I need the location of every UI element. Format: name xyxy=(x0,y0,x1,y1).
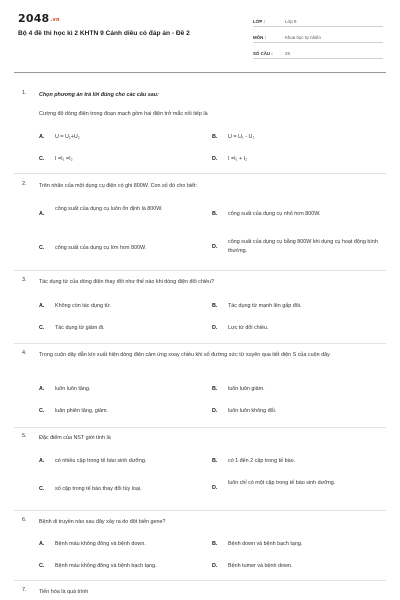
option-text: Bệnh down và bệnh bạch tạng. xyxy=(228,541,303,547)
meta-label: SỐ CÂU : xyxy=(253,51,273,56)
option-text: có nhiều cặp trong tế bào sinh dưỡng. xyxy=(55,458,147,464)
option-letter: A. xyxy=(39,211,45,217)
option-letter: D. xyxy=(212,244,218,250)
question-instruction: Chọn phương án trả lời đúng cho các câu sau: xyxy=(39,92,159,98)
option-text: luôn luôn không đổi. xyxy=(228,408,277,414)
option-text: I =I₁ =I₂ xyxy=(55,156,73,162)
meta-label: MÔN : xyxy=(253,35,266,40)
option-text: luân phiên tăng, giảm. xyxy=(55,408,109,414)
option-b[interactable] xyxy=(212,133,378,142)
option-text: luôn luôn giảm. xyxy=(228,386,265,392)
question-number: 3. xyxy=(22,277,27,283)
option-text: Lực từ đổi chiều. xyxy=(228,325,269,331)
option-letter: C. xyxy=(39,156,45,162)
question-divider xyxy=(14,173,386,174)
option-d[interactable] xyxy=(212,479,373,493)
option-letter: B. xyxy=(212,134,218,140)
site-logo[interactable] xyxy=(18,12,60,25)
option-c[interactable] xyxy=(39,244,205,253)
question-text: Trong cuộn dây dẫn kín xuất hiện dòng điện cảm ứng xoay chiều khi số đường sức từ xuyên qua tiết diện S của cuộn dây xyxy=(39,352,330,358)
option-text: Tác dụng từ mạnh lên gấp đôi. xyxy=(228,303,302,309)
option-letter: B. xyxy=(212,458,218,464)
option-text: Tác dụng từ giảm đi. xyxy=(55,325,105,331)
meta-value: Lớp 9 xyxy=(285,19,297,24)
option-letter: C. xyxy=(39,325,45,331)
meta-value: 25 xyxy=(285,51,290,56)
document-title: Bộ 4 đề thi học kì 2 KHTN 9 Cánh diều có đáp án - Đề 2 xyxy=(18,30,190,37)
option-letter: D. xyxy=(212,485,218,491)
question-text: Đặc điểm của NST giới tính là xyxy=(39,435,111,441)
meta-row-class xyxy=(253,13,383,27)
option-text: có 1 đến 2 cặp trong tế bào. xyxy=(228,458,296,464)
option-letter: C. xyxy=(39,408,45,414)
option-letter: B. xyxy=(212,303,218,309)
option-d[interactable] xyxy=(212,407,378,416)
meta-row-subject xyxy=(253,29,383,43)
option-letter: D. xyxy=(212,408,218,414)
meta-row-count xyxy=(253,45,383,59)
question-divider xyxy=(14,510,386,511)
option-letter: B. xyxy=(212,386,218,392)
exam-meta xyxy=(253,13,383,61)
question-text: Tác dụng từ của dòng điện thay đổi như thế nào khi dòng điện đổi chiều? xyxy=(39,279,215,285)
logo-suffix: .vn xyxy=(50,17,60,23)
option-text: công suất của dụng cụ luôn ổn định là 800W. xyxy=(55,206,163,212)
option-letter: C. xyxy=(39,486,45,492)
option-letter: D. xyxy=(212,325,218,331)
option-b[interactable] xyxy=(212,210,378,219)
logo-text: 2048 xyxy=(18,12,50,25)
option-letter: C. xyxy=(39,245,45,251)
option-letter: C. xyxy=(39,563,45,569)
option-b[interactable] xyxy=(212,385,378,394)
option-text: luôn luôn tăng. xyxy=(55,386,91,392)
option-letter: A. xyxy=(39,134,45,140)
option-text: công suất của dụng cụ nhỏ hơn 800W. xyxy=(228,211,321,217)
option-text: Bệnh máu không đông và bệnh bạch tạng. xyxy=(55,563,157,569)
option-letter: A. xyxy=(39,541,45,547)
option-text: luôn chỉ có một cặp trong tế bào sinh dưỡng. xyxy=(228,480,336,486)
option-d[interactable] xyxy=(212,238,386,256)
option-a[interactable] xyxy=(39,302,205,311)
option-d[interactable] xyxy=(212,562,378,571)
option-text: công suất của dụng cụ lớn hơn 800W. xyxy=(55,245,147,251)
option-b[interactable] xyxy=(212,302,378,311)
question-divider xyxy=(14,343,386,344)
option-b[interactable] xyxy=(212,457,378,466)
option-text: Bệnh tumer và bệnh down. xyxy=(228,563,293,569)
question-text: Trên nhãn của một dụng cụ điện có ghi 800W. Con số đó cho biết: xyxy=(39,183,198,189)
option-d[interactable] xyxy=(212,155,378,164)
option-letter: A. xyxy=(39,458,45,464)
option-letter: A. xyxy=(39,303,45,309)
option-a[interactable] xyxy=(39,457,205,466)
question-number: 1. xyxy=(22,90,27,96)
meta-label: LỚP : xyxy=(253,19,265,24)
option-text: Không còn tác dụng từ. xyxy=(55,303,112,309)
question-text: Cường độ dòng điện trong đoạn mạch gồm hai điện trở mắc nối tiếp là xyxy=(39,111,208,117)
question-divider xyxy=(14,580,386,581)
option-letter: D. xyxy=(212,563,218,569)
option-a[interactable] xyxy=(39,540,205,549)
option-letter: D. xyxy=(212,156,218,162)
option-a[interactable] xyxy=(39,385,205,394)
option-c[interactable] xyxy=(39,562,205,571)
option-letter: B. xyxy=(212,211,218,217)
option-c[interactable] xyxy=(39,485,205,494)
option-c[interactable] xyxy=(39,407,205,416)
option-a[interactable] xyxy=(39,133,205,142)
question-text: Tiến hóa là quá trình xyxy=(39,589,89,595)
option-letter: B. xyxy=(212,541,218,547)
option-text: U = U₁ - U₂ xyxy=(228,134,255,140)
option-text: Bệnh máu không đông và bệnh down. xyxy=(55,541,146,547)
option-b[interactable] xyxy=(212,540,378,549)
option-text: U = U₁+U₂ xyxy=(55,134,80,140)
option-c[interactable] xyxy=(39,155,205,164)
meta-value: Khoa học tự nhiên xyxy=(285,35,321,40)
question-number: 5. xyxy=(22,433,27,439)
option-letter: A. xyxy=(39,386,45,392)
question-number: 7. xyxy=(22,587,27,593)
option-d[interactable] xyxy=(212,324,378,333)
question-number: 2. xyxy=(22,181,27,187)
question-divider xyxy=(14,270,386,271)
header-divider xyxy=(14,72,386,73)
option-text: số cặp trong tế bào thay đổi tùy loại. xyxy=(55,486,142,492)
question-number: 4. xyxy=(22,350,27,356)
option-text: I =I₁ + I₂ xyxy=(228,156,248,162)
question-number: 6. xyxy=(22,517,27,523)
question-divider xyxy=(14,427,386,428)
option-c[interactable] xyxy=(39,324,205,333)
question-text: Bệnh di truyền nào sau đây xảy ra do đột biến gene? xyxy=(39,519,166,525)
option-a[interactable] xyxy=(39,205,190,219)
option-text: công suất của dụng cụ bằng 800W khi dụng cụ hoạt động bình thường. xyxy=(228,239,378,254)
